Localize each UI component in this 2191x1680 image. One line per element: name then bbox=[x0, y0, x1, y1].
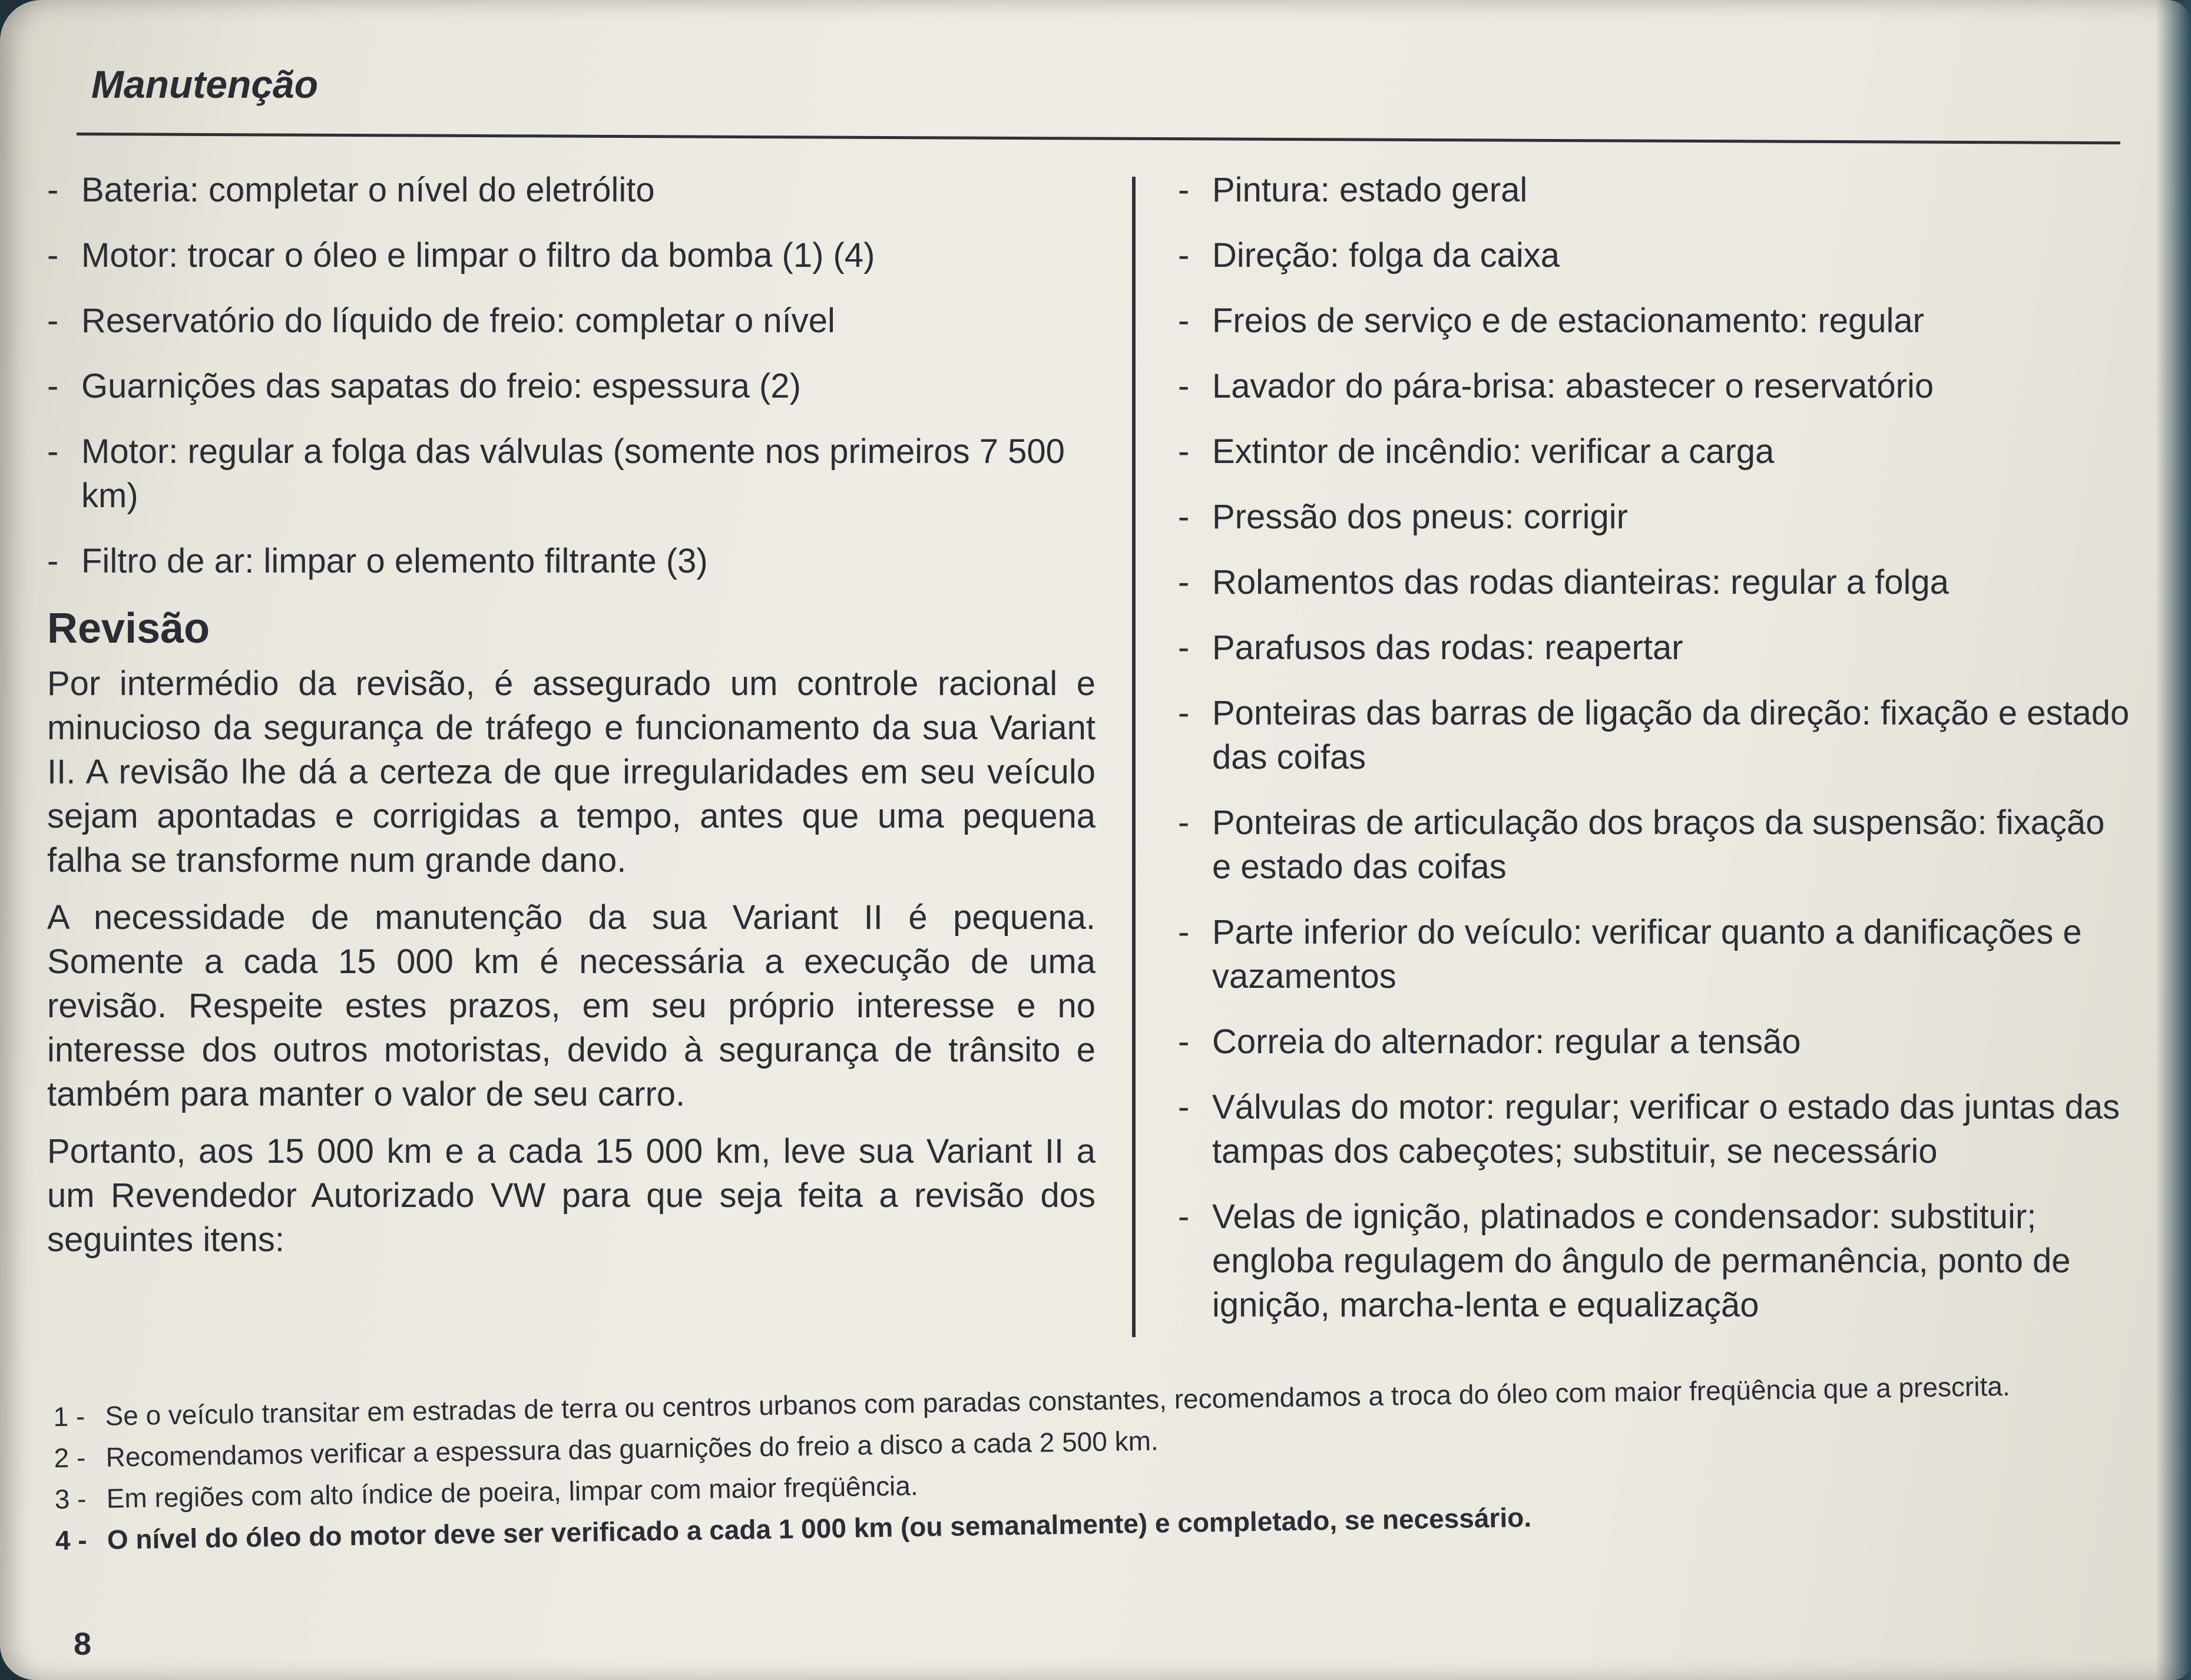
revision-item: - Freios de serviço e de estacionamento: regular bbox=[1178, 302, 1924, 340]
maintenance-item: - Motor: trocar o óleo e limpar o filtro da bomba (1) (4) bbox=[47, 236, 875, 275]
footnote: 1 - Se o veículo transitar em estradas de terra ou centros urbanos com paradas constantes, recomendamos a troca do óleo com maior freqüência que a prescrita. bbox=[53, 1370, 2011, 1432]
maintenance-item: - Reservatório do líquido de freio: completar o nível bbox=[47, 302, 835, 340]
revision-item: - Pressão dos pneus: corrigir bbox=[1178, 498, 1628, 536]
maintenance-item: - Motor: regular a folga das válvulas (somente nos primeiros 7 500 km) bbox=[47, 432, 1065, 515]
left-column bbox=[47, 168, 1096, 1275]
footnotes bbox=[53, 1362, 2176, 1561]
header-divider bbox=[77, 133, 2120, 144]
revision-item: - Direção: folga da caixa bbox=[1178, 236, 1560, 275]
section-title-revisao: Revisão bbox=[47, 605, 210, 652]
revision-item: - Extintor de incêndio: verificar a carga bbox=[1178, 432, 1775, 471]
right-column bbox=[1178, 168, 2132, 1348]
maintenance-item: - Filtro de ar: limpar o elemento filtrante (3) bbox=[47, 542, 708, 580]
revision-item: - Lavador do pára-brisa: abastecer o reservatório bbox=[1178, 367, 1934, 405]
revisao-paragraph: Portanto, aos 15 000 km e a cada 15 000 km, leve sua Variant II a um Revendedor Autorizado VW para que seja feita a revisão dos seguintes itens: bbox=[47, 1132, 1096, 1259]
footnote: 3 - Em regiões com alto índice de poeira, limpar com maior freqüência. bbox=[54, 1470, 919, 1514]
revision-item: - Pintura: estado geral bbox=[1178, 171, 1528, 209]
revision-item: - Rolamentos das rodas dianteiras: regular a folga bbox=[1178, 563, 1949, 601]
maintenance-item: - Guarnições das sapatas do freio: espessura (2) bbox=[47, 367, 801, 405]
column-divider bbox=[1132, 177, 1136, 1337]
revision-item: - Parafusos das rodas: reapertar bbox=[1178, 629, 1683, 667]
footnote-important: 4 - O nível do óleo do motor deve ser verificado a cada 1 000 km (ou semanalmente) e completado, se necessário. bbox=[55, 1502, 1532, 1556]
page-header-title: Manutenção bbox=[91, 62, 319, 106]
page-number: 8 bbox=[74, 1626, 92, 1662]
maintenance-item: - Bateria: completar o nível do eletrólito bbox=[47, 171, 655, 209]
revision-item: - Parte inferior do veículo: verificar quanto a danificações e vazamentos bbox=[1178, 913, 2082, 996]
revisao-paragraph: Por intermédio da revisão, é assegurado um controle racional e minucioso da segurança de tráfego e funcionamento da sua Variant II. A revisão lhe dá a certeza de que irregularidades em seu veículo sejam apontadas e corrigidas a tempo, antes que uma pequena falha se transforme num grande dano. bbox=[47, 664, 1096, 879]
revision-item: - Ponteiras de articulação dos braços da suspensão: fixação e estado das coifas bbox=[1178, 803, 2105, 886]
revision-item: - Correia do alternador: regular a tensão bbox=[1178, 1023, 1801, 1061]
revision-item: - Velas de ignição, platinados e condensador: substituir; engloba regulagem do ângulo de permanência, ponto de ignição, marcha-lenta e equalização bbox=[1178, 1198, 2071, 1324]
revision-item: - Válvulas do motor: regular; verificar o estado das juntas das tampas dos cabeçotes; substituir, se necessário bbox=[1178, 1088, 2120, 1170]
footnote: 2 - Recomendamos verificar a espessura das guarnições do freio a disco a cada 2 500 km. bbox=[54, 1425, 1159, 1473]
revision-item: - Ponteiras das barras de ligação da direção: fixação e estado das coifas bbox=[1178, 694, 2130, 776]
revisao-paragraph: A necessidade de manutenção da sua Variant II é pequena. Somente a cada 15 000 km é necessária a execução de uma revisão. Respeite estes prazos, em seu próprio interesse e no interesse dos outros motoristas, devido à segurança de trânsito e também para manter o valor de seu carro. bbox=[47, 898, 1096, 1113]
